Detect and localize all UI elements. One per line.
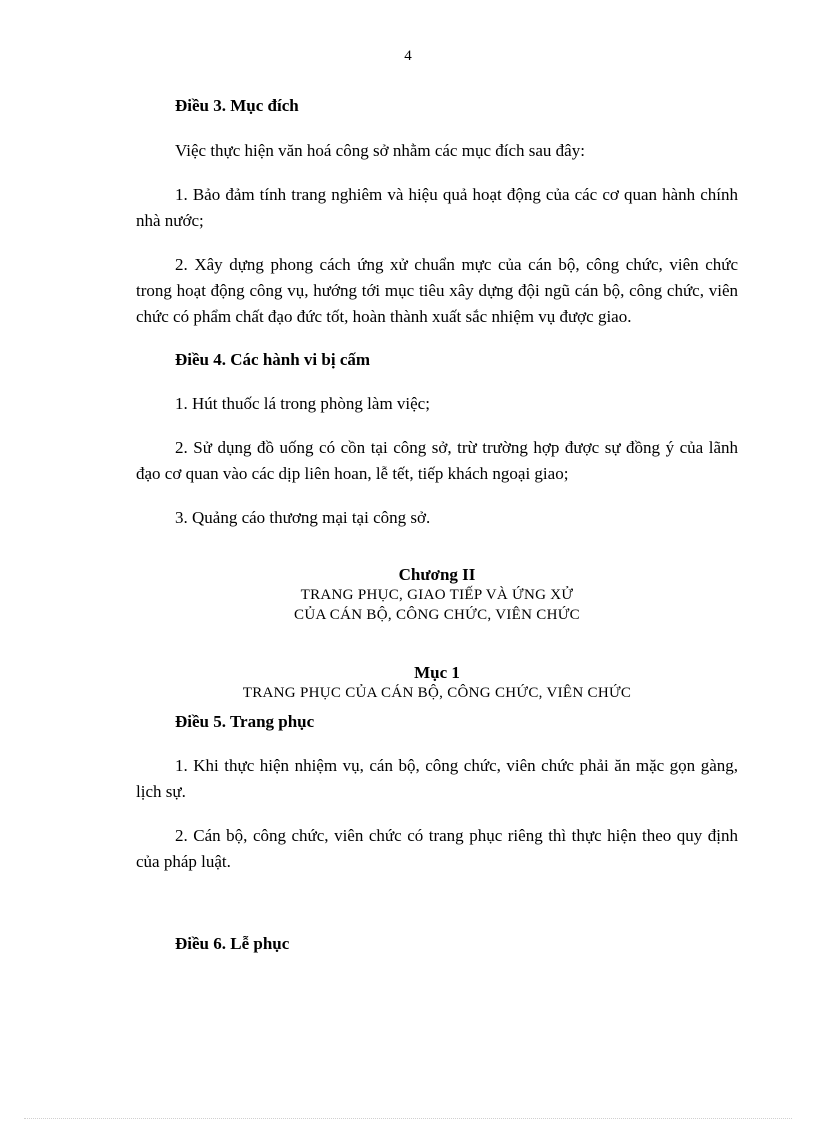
article-6-heading: Điều 6. Lễ phục: [175, 934, 290, 953]
article-4-item-3: 3. Quảng cáo thương mại tại công sở.: [175, 508, 431, 527]
section-1-title: Mục 1: [414, 663, 460, 682]
article-4-heading: Điều 4. Các hành vi bị cấm: [175, 350, 371, 369]
chapter-2-title: Chương II: [398, 565, 476, 584]
article-5-item-1: 1. Khi thực hiện nhiệm vụ, cán bộ, công chức, viên chức phải ăn mặc gọn gàng, lịch sự.: [136, 756, 738, 801]
chapter-2-block: [136, 565, 738, 625]
section-1-subtitle: TRANG PHỤC CỦA CÁN BỘ, CÔNG CHỨC, VIÊN CHỨC: [242, 685, 632, 701]
article-3-item-1: 1. Bảo đảm tính trang nghiêm và hiệu quả hoạt động của các cơ quan hành chính nhà nước;: [136, 185, 738, 230]
section-1-block: [136, 663, 738, 703]
article-5-heading: Điều 5. Trang phục: [175, 712, 315, 731]
article-4-item-1: 1. Hút thuốc lá trong phòng làm việc;: [175, 394, 430, 413]
article-4-item-2: 2. Sử dụng đồ uống có cồn tại công sở, trừ trường hợp được sự đồng ý của lãnh đạo cơ quan vào các dịp liên hoan, lễ tết, tiếp khách ngoại giao;: [136, 438, 738, 483]
article-3-intro: Việc thực hiện văn hoá công sở nhằm các mục đích sau đây:: [175, 141, 585, 160]
page-bottom-divider: [24, 1118, 792, 1119]
chapter-2-subtitle-line-2: CỦA CÁN BỘ, CÔNG CHỨC, VIÊN CHỨC: [294, 607, 580, 623]
article-3-heading: Điều 3. Mục đích: [175, 96, 299, 115]
article-3-item-2: 2. Xây dựng phong cách ứng xử chuẩn mực của cán bộ, công chức, viên chức trong hoạt động công vụ, hướng tới mục tiêu xây dựng đội ngũ cán bộ, công chức, viên chức có phẩm chất đạo đức tốt, hoàn thành xuất sắc nhiệm vụ được giao.: [136, 255, 738, 326]
page-number: 4: [404, 48, 412, 64]
article-5-item-2: 2. Cán bộ, công chức, viên chức có trang phục riêng thì thực hiện theo quy định của pháp luật.: [136, 826, 738, 871]
chapter-2-subtitle-line-1: TRANG PHỤC, GIAO TIẾP VÀ ỨNG XỬ: [300, 587, 574, 603]
document-body: [136, 93, 738, 957]
